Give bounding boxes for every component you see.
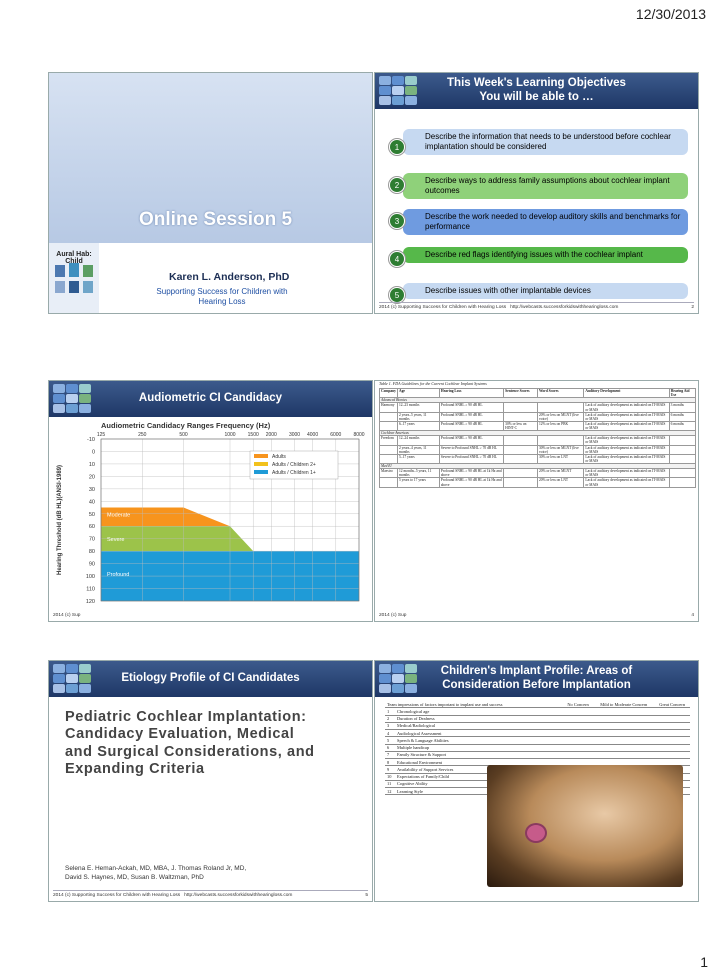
table-cell: Profound SNHL ≥ 90 dB HL [439, 412, 503, 421]
table-cell [537, 436, 583, 445]
slide-2-objectives [374, 72, 699, 314]
factor-row [385, 751, 690, 758]
factor-number: 9 [385, 766, 395, 773]
table-header-cell: Word Scores [537, 389, 583, 398]
table-header-cell: Company [380, 389, 398, 398]
factor-label: Duration of Deafness [395, 715, 563, 722]
y-tick-label: 60 [88, 524, 95, 531]
concern-cell[interactable] [593, 744, 654, 751]
table-header-cell: Age [397, 389, 439, 398]
table-row [380, 445, 696, 454]
slide-number: 4 [691, 613, 694, 618]
concern-cell[interactable] [654, 715, 690, 722]
concern-cell[interactable] [593, 722, 654, 729]
y-tick-label: 10 [88, 461, 95, 468]
table-cell [669, 436, 695, 445]
factor-number: 10 [385, 773, 395, 780]
fda-guidelines-table [379, 388, 696, 488]
factor-number: 7 [385, 751, 395, 758]
y-tick-label: 80 [88, 549, 95, 556]
y-tick-label: 20 [88, 474, 95, 481]
x-tick-label: 125 [96, 432, 106, 438]
concern-cell[interactable] [563, 744, 593, 751]
region-label: Profound [107, 572, 130, 579]
concern-cell[interactable] [654, 708, 690, 715]
slide-footer [53, 611, 368, 618]
factor-label: Availability of Support Services [395, 766, 563, 773]
title-line-2: Consideration Before Implantation [442, 679, 631, 691]
y-tick-label: 110 [86, 586, 95, 593]
logo-mosaic-icon [379, 76, 417, 106]
objective-item: Describe red flags identifying issues with the cochlear implant [403, 247, 688, 263]
table-row [380, 454, 696, 463]
factor-label: Family Structure & Support [395, 751, 563, 758]
table-cell: 20% or less on LNT [537, 478, 583, 487]
table-cell: 30% or less on LNT [537, 454, 583, 463]
y-tick-label: -10 [87, 437, 95, 443]
table-cell: Harmony [380, 403, 398, 412]
table-cell [504, 412, 538, 421]
x-tick-label: 500 [179, 432, 188, 438]
authors-line-2: David S. Haynes, MD, Susan B. Waltzman, PhD [65, 873, 204, 881]
objective-number: 3 [389, 213, 405, 229]
factor-label: Educational Environment [395, 759, 563, 766]
table-cell: Lack of auditory development as indicated on IT-MAIS or MAIS [584, 454, 669, 463]
table-cell: 6–17 years [397, 421, 439, 430]
no-concern-header: No Concern [563, 701, 593, 708]
objective-item: Describe issues with other implantable devices [403, 283, 688, 299]
slide-6-implant-profile [374, 660, 699, 902]
table-row [380, 436, 696, 445]
table-cell: Severe to Profound SNHL ≥ 70 dB HL [439, 454, 503, 463]
table-cell: 5–17 years [397, 454, 439, 463]
region-label: Severe [107, 537, 125, 544]
x-tick-label: 1000 [224, 432, 236, 438]
factor-label: Medical/Radiological [395, 722, 563, 729]
table-header-row [380, 389, 696, 398]
table-row [380, 403, 696, 412]
table-cell [669, 445, 695, 454]
x-tick-label: 4000 [306, 432, 319, 438]
table-cell [504, 436, 538, 445]
slide-5-etiology [48, 660, 373, 902]
table-row [380, 469, 696, 478]
table-cell: Lack of auditory development as indicated on IT-MAIS or MAIS [584, 445, 669, 454]
table-cell: 12% or less on PBK [537, 421, 583, 430]
table-cell [669, 469, 695, 478]
table-cell: 30% or less on MLNT (live voice) [537, 445, 583, 454]
factor-number: 3 [385, 722, 395, 729]
table-row [380, 421, 696, 430]
footer-copyright: 2014 (c) Sup [379, 613, 407, 618]
table-row [380, 478, 696, 487]
factor-row [385, 708, 690, 715]
concern-cell[interactable] [593, 708, 654, 715]
factor-row [385, 737, 690, 744]
y-axis-label: Hearing Threshold (dB HL)(ANSI-1989) [57, 464, 63, 576]
footer-copyright: 2014 (c) Supporting Success for Children with Hearing Loss [379, 305, 507, 310]
table-cell [504, 469, 538, 478]
table-cell: 2 years–5 years, 11 months [397, 412, 439, 421]
factor-label: Expectations of Family/Child [395, 773, 563, 780]
table-header-cell: Hearing Loss [439, 389, 503, 398]
y-tick-label: 30 [88, 486, 95, 493]
x-tick-label: 1500 [247, 432, 259, 438]
implant-profile-title [375, 661, 698, 697]
slide-4-fda-table [374, 380, 699, 622]
concern-cell[interactable] [593, 730, 654, 737]
mild-concern-header: Mild to Moderate Concern [593, 701, 654, 708]
page-number: 1 [700, 954, 708, 970]
slide-number: 2 [691, 305, 694, 310]
factor-row [385, 715, 690, 722]
legend-swatch [254, 462, 268, 466]
y-tick-label: 40 [88, 499, 95, 506]
factor-label: Learning Style [395, 788, 563, 795]
y-tick-label: 0 [91, 449, 95, 456]
table-cell: Lack of auditory development as indicated on IT-MAIS or MAIS [584, 412, 669, 421]
factor-number: 12 [385, 788, 395, 795]
title-line-2: You will be able to … [479, 91, 594, 103]
concern-cell[interactable] [563, 730, 593, 737]
authors-line-1: Selena E. Heman-Ackah, MD, MBA, J. Thomas Roland Jr, MD, [65, 865, 247, 872]
footer-url: http://webcasts.successforkidswithhearingloss.com [184, 893, 293, 898]
table-cell: 2 years–4 years, 11 months [397, 445, 439, 454]
table-cell: 6 months [669, 412, 695, 421]
table-cell: 30% or less on HINT-C [504, 421, 538, 430]
factor-number: 6 [385, 744, 395, 751]
factor-label: Cognitive Ability [395, 780, 563, 787]
concern-cell[interactable] [563, 737, 593, 744]
logo-mosaic-icon [53, 384, 91, 414]
table-cell: 12–24 months [397, 436, 439, 445]
legend-entry: Adults [272, 454, 286, 460]
table-cell: 5 years to 17 years [397, 478, 439, 487]
x-tick-label: 3000 [288, 432, 301, 438]
logo-mosaic-icon [53, 664, 91, 694]
table-cell: 6 months [669, 421, 695, 430]
author-name: Karen L. Anderson, PhD [169, 271, 290, 283]
table-cell [669, 454, 695, 463]
footer-url: http://webcasts.successforkidswithhearingloss.com [510, 305, 619, 310]
table-header-cell: Hearing Aid Use [669, 389, 695, 398]
table-cell: Profound SNHL ≥ 90 dB HL [439, 421, 503, 430]
table-cell [380, 412, 398, 421]
table-cell: 12 months–5 years, 11 months [397, 469, 439, 478]
concern-cell[interactable] [654, 744, 690, 751]
objective-item: Describe the information that needs to be understood before cochlear implantation should be considered [403, 129, 688, 155]
table-cell: Maestro [380, 469, 398, 478]
factor-number: 11 [385, 780, 395, 787]
table-cell: Profound SNHL ≥ 90 dB HL at 1k Hz and above [439, 478, 503, 487]
factor-header-row [385, 701, 690, 708]
factor-row [385, 730, 690, 737]
factor-row [385, 722, 690, 729]
table-cell: Freedom [380, 436, 398, 445]
section-name: Med El [380, 464, 696, 469]
slide-footer [53, 890, 368, 898]
table-cell: Profound SNHL ≥ 90 dB HL [439, 436, 503, 445]
table-cell [380, 421, 398, 430]
table-cell: Severe to Profound SNHL ≥ 70 dB HL [439, 445, 503, 454]
table-cell [380, 478, 398, 487]
concern-cell[interactable] [593, 715, 654, 722]
chart-title: Audiometric Candidacy Ranges Frequency (Hz) [101, 421, 271, 430]
table-cell [504, 445, 538, 454]
table-row [380, 412, 696, 421]
footer-copyright: 2014 (c) Supporting Success for Children with Hearing Loss [53, 893, 181, 898]
legend-swatch [254, 454, 268, 458]
table-cell: Profound SNHL ≥ 90 dB HL at 1k Hz and above [439, 469, 503, 478]
audiogram-chart [49, 429, 373, 609]
session-title: Online Session 5 [139, 209, 293, 230]
table-cell [504, 478, 538, 487]
subtitle: Supporting Success for Children with Hearing Loss [156, 287, 288, 307]
concern-cell[interactable] [563, 722, 593, 729]
print-date: 12/30/2013 [635, 6, 706, 22]
audiometric-title: Audiometric CI Candidacy [49, 381, 372, 417]
table-cell [504, 403, 538, 412]
x-tick-label: 2000 [265, 432, 277, 438]
factor-label: Chronological age [395, 708, 563, 715]
concern-cell[interactable] [593, 751, 654, 758]
concern-cell[interactable] [654, 751, 690, 758]
section-name: Cochlear Americas [380, 431, 696, 436]
y-tick-label: 90 [88, 561, 95, 568]
x-tick-label: 250 [138, 432, 147, 438]
concern-cell[interactable] [563, 751, 593, 758]
slide-footer [379, 302, 694, 310]
legend-swatch [254, 470, 268, 474]
y-tick-label: 120 [85, 599, 95, 605]
table-cell [504, 454, 538, 463]
factor-number: 2 [385, 715, 395, 722]
table-cell: 3 months [669, 403, 695, 412]
section-name: Advanced Bionics [380, 398, 696, 403]
factor-label: Audiological Assessment [395, 730, 563, 737]
table-cell [669, 478, 695, 487]
table-header-cell: Sentence Scores [504, 389, 538, 398]
table-cell: 20% or less on MLNT (live voice) [537, 412, 583, 421]
factor-number: 1 [385, 708, 395, 715]
table-header-cell: Auditory Development [584, 389, 669, 398]
table-cell: 12–23 months [397, 403, 439, 412]
legend-entry: Adults / Children 1+ [272, 470, 316, 476]
slide-number: 5 [365, 893, 368, 898]
region-label: Moderate [107, 512, 131, 519]
objectives-title [375, 73, 698, 109]
factor-number: 5 [385, 737, 395, 744]
article-authors [65, 865, 246, 883]
concern-cell[interactable] [563, 708, 593, 715]
child-implant-photo [487, 765, 683, 887]
concern-cell[interactable] [593, 737, 654, 744]
concern-cell[interactable] [563, 715, 593, 722]
concern-cell[interactable] [654, 730, 690, 737]
objective-number: 5 [389, 287, 405, 303]
factor-label: Multiple handicap [395, 744, 563, 751]
objective-item: Describe ways to address family assumptions about cochlear implant outcomes [403, 173, 688, 199]
table-cell: Lack of auditory development as indicated on IT-MAIS or MAIS [584, 421, 669, 430]
slide-1-title [48, 72, 373, 314]
factor-header: Team impressions of factors important to implant use and success [385, 701, 563, 708]
table-cell: Lack of auditory development as indicated on IT-MAIS or MAIS [584, 469, 669, 478]
factor-row [385, 744, 690, 751]
table-cell: Lack of auditory development as indicated on IT-MAIS or MAIS [584, 403, 669, 412]
y-tick-label: 100 [85, 574, 95, 581]
table-cell: 20% or less on MLNT [537, 469, 583, 478]
objective-number: 2 [389, 177, 405, 193]
slide-3-audiometric [48, 380, 373, 622]
table-cell [537, 403, 583, 412]
article-title: Pediatric Cochlear Implantation: Candidacy Evaluation, Medical and Surgical Considerations, and Expanding Criteria [65, 709, 315, 778]
objective-number: 1 [389, 139, 405, 155]
great-concern-header: Great Concern [654, 701, 690, 708]
title-line-1: This Week's Learning Objectives [447, 77, 626, 90]
slide-footer [379, 611, 694, 618]
cochlear-implant-processor-icon [525, 823, 547, 843]
y-tick-label: 70 [88, 536, 95, 543]
title-line-1: Children's Implant Profile: Areas of [440, 665, 633, 678]
concern-cell[interactable] [654, 737, 690, 744]
concern-cell[interactable] [654, 722, 690, 729]
table-cell [380, 454, 398, 463]
logo-mosaic-icon [379, 664, 417, 694]
etiology-title: Etiology Profile of CI Candidates [49, 661, 372, 697]
table-cell: Lack of auditory development as indicated on IT-MAIS or MAIS [584, 436, 669, 445]
table-cell: Lack of auditory development as indicated on IT-MAIS or MAIS [584, 478, 669, 487]
footer-copyright: 2014 (c) Sup [53, 613, 81, 618]
table-cell: Profound SNHL ≥ 90 dB HL [439, 403, 503, 412]
table-caption: Table 1. FDA Guidelines for the Current Cochlear Implant Systems [379, 381, 487, 386]
factor-number: 8 [385, 759, 395, 766]
aural-hab-label: Aural Hab: Child [56, 251, 92, 265]
x-tick-label: 6000 [330, 432, 342, 438]
legend-entry: Adults / Children 2+ [272, 462, 316, 468]
table-cell [380, 445, 398, 454]
factor-label: Speech & Language Abilities [395, 737, 563, 744]
objective-number: 4 [389, 251, 405, 267]
x-tick-label: 8000 [353, 432, 365, 438]
y-tick-label: 50 [88, 511, 95, 518]
factor-number: 4 [385, 730, 395, 737]
objective-item: Describe the work needed to develop auditory skills and benchmarks for performance [403, 209, 688, 235]
